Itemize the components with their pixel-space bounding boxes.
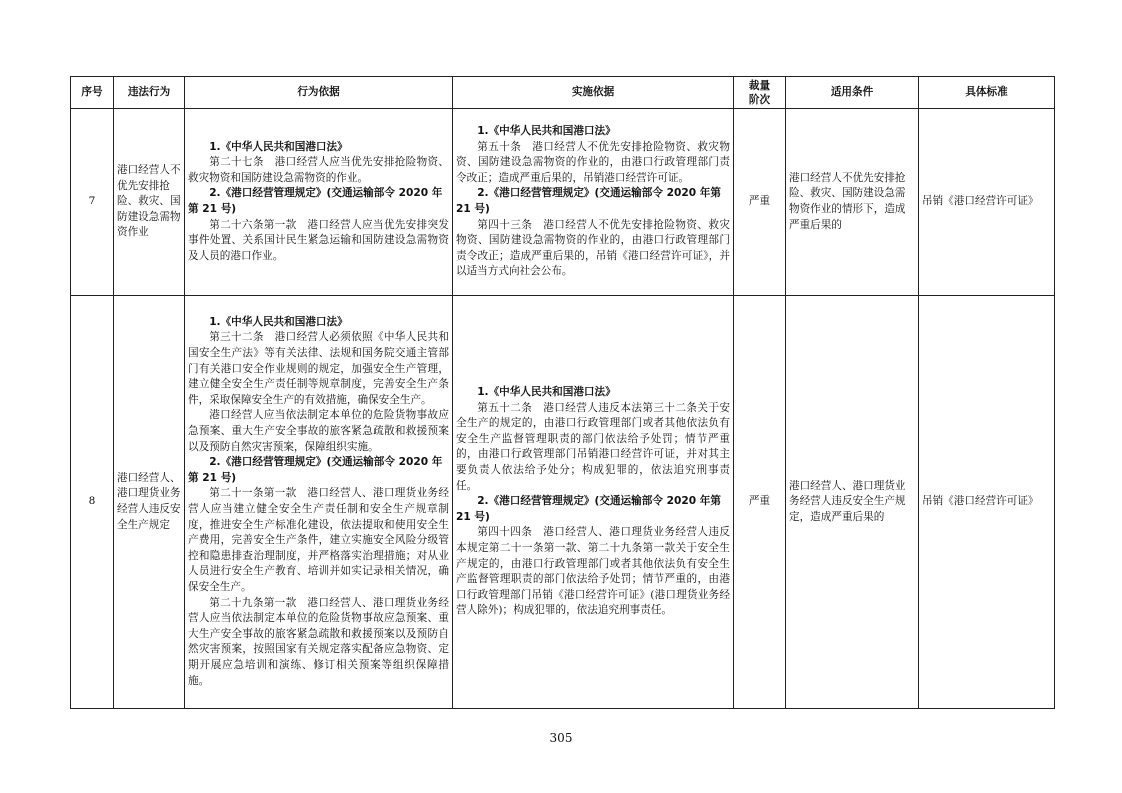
header-level (734, 77, 786, 109)
row-number: 7 (71, 109, 114, 296)
header-condition: 适用条件 (786, 77, 919, 109)
law-title: 1.《中华人民共和国港口法》 (209, 140, 348, 153)
level-cell: 严重 (734, 109, 786, 296)
header-basis: 行为依据 (185, 77, 453, 109)
standard-cell: 吊销《港口经营许可证》 (919, 109, 1055, 296)
condition-cell: 港口经营人不优先安排抢险、救灾、国防建设急需物资作业的情形下，造成严重后果的 (786, 109, 919, 296)
law-article: 第五十二条 港口经营人违反本法第三十二条关于安全生产的规定的，由港口行政管理部门或者其他依法负有安全生产监督管理职责的部门依法给予处罚；情节严重的，由港口行政管理部门吊销港口经营许可证，并对其主要负责人依法给予处分；构成犯罪的，依法追究刑事责任。 (456, 401, 730, 492)
law-title: 2.《港口经营管理规定》(交通运输部令 2020 年第 21 号) (456, 187, 721, 215)
law-article: 第二十六条第一款 港口经营人应当优先安排突发事件处置、关系国计民生紧急运输和国防建设急需物资及人员的港口作业。 (188, 218, 449, 262)
law-title: 1.《中华人民共和国港口法》 (477, 125, 616, 138)
law-article: 第四十三条 港口经营人不优先安排抢险物资、救灾物资、国防建设急需物资的作业的，由港口行政管理部门责令改正；造成严重后果的，吊销《港口经营许可证》，并以适当方式向社会公布。 (456, 218, 730, 278)
header-no: 序号 (71, 77, 114, 109)
page-number: 305 (549, 731, 573, 745)
header-row (71, 77, 1055, 109)
violation-cell: 港口经营人不优先安排抢险、救灾、国防建设急需物资作业 (114, 109, 185, 296)
law-article: 第二十九条第一款 港口经营人、港口理货业务经营人应当依法制定本单位的危险货物事故应急预案、重大生产安全事故的旅客紧急疏散和救援预案以及预防自然灾害预案，按照国家有关规定落实配备应急物资、定期开展应急培训和演练、修订相关预案等组织保障措施。 (188, 596, 449, 687)
basis-cell (185, 296, 453, 709)
law-title: 2.《港口经营管理规定》(交通运输部令 2020 年第 21 号) (188, 456, 443, 484)
header-violation: 违法行为 (114, 77, 185, 109)
law-article: 第四十四条 港口经营人、港口理货业务经营人违反本规定第二十一条第一款、第二十九条第一款关于安全生产规定的，由港口行政管理部门或者其他依法负有安全生产监督管理职责的部门依法给予处罚；情节严重的，由港口行政管理部门吊销《港口经营许可证》(港口理货业务经营人除外)；构成犯罪的，依法追究刑事责任。 (456, 526, 730, 617)
table-row (71, 109, 1055, 296)
basis-cell (185, 109, 453, 296)
header-implement: 实施依据 (453, 77, 734, 109)
law-title: 1.《中华人民共和国港口法》 (477, 386, 616, 399)
standard-cell: 吊销《港口经营许可证》 (919, 296, 1055, 709)
condition-cell: 港口经营人、港口理货业务经营人违反安全生产规定，造成严重后果的 (786, 296, 919, 709)
law-title: 2.《港口经营管理规定》(交通运输部令 2020 年第 21 号) (456, 495, 721, 523)
law-title: 1.《中华人民共和国港口法》 (209, 315, 348, 328)
header-standard: 具体标准 (919, 77, 1055, 109)
penalty-table (70, 76, 1055, 709)
law-article: 第二十一条第一款 港口经营人、港口理货业务经营人应当建立健全安全生产责任制和安全生产规章制度，推进安全生产标准化建设，依法提取和使用安全生产费用，完善安全生产条件，建立实施安全风险分级管控和隐患排查治理制度，并严格落实治理措施；对从业人员进行安全生产教育、培训并如实记录相关情况，确保安全生产。 (188, 487, 449, 593)
law-article: 第二十七条 港口经营人应当优先安排抢险物资、救灾物资和国防建设急需物资的作业。 (188, 156, 449, 184)
table-row (71, 296, 1055, 709)
law-article: 港口经营人应当依法制定本单位的危险货物事故应急预案、重大生产安全事故的旅客紧急疏散和救援预案以及预防自然灾害预案，保障组织实施。 (188, 409, 449, 453)
law-title: 2.《港口经营管理规定》(交通运输部令 2020 年第 21 号) (188, 187, 443, 215)
header-level-line2: 阶次 (748, 93, 771, 106)
implement-cell (453, 296, 734, 709)
level-cell: 严重 (734, 296, 786, 709)
header-level-line1: 裁量 (748, 79, 771, 92)
implement-cell (453, 109, 734, 296)
law-article: 第三十二条 港口经营人必须依照《中华人民共和国安全生产法》等有关法律、法规和国务院交通主管部门有关港口安全作业规则的规定，加强安全生产管理，建立健全安全生产责任制等规章制度，完善安全生产条件，采取保障安全生产的有效措施，确保安全生产。 (188, 331, 449, 406)
row-number: 8 (71, 296, 114, 709)
law-article: 第五十条 港口经营人不优先安排抢险物资、救灾物资、国防建设急需物资的作业的，由港口行政管理部门责令改正；造成严重后果的，吊销港口经营许可证。 (456, 140, 730, 184)
violation-cell: 港口经营人、港口理货业务经营人违反安全生产规定 (114, 296, 185, 709)
